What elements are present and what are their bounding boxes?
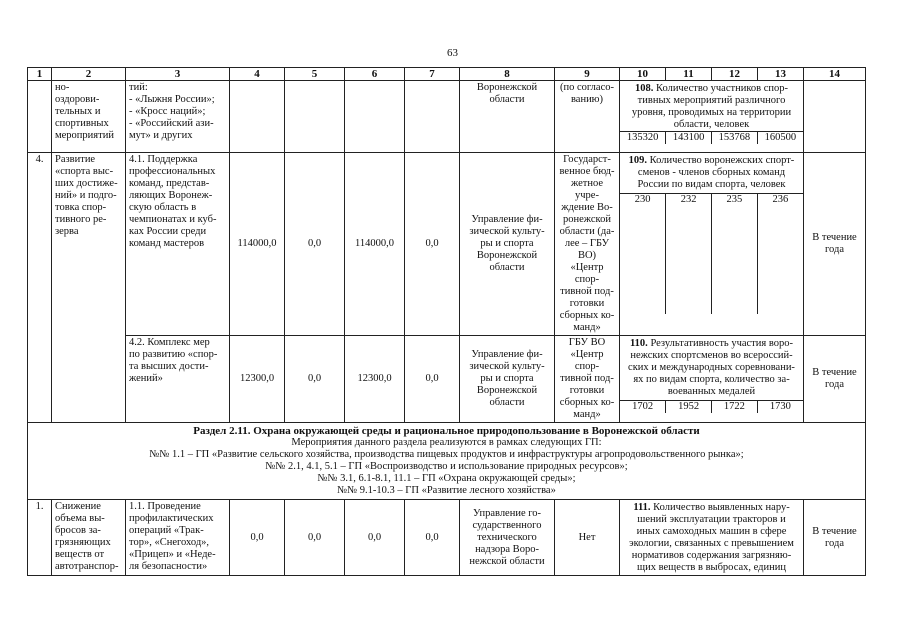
col-header: 14 xyxy=(804,68,866,81)
deadline: В течение года xyxy=(804,336,866,423)
funding-regional: 114000,0 xyxy=(345,153,405,336)
col-header: 1 xyxy=(28,68,52,81)
col-header: 5 xyxy=(285,68,345,81)
indicator-text: 108. Количество участников спор- тивных мероприятий различного уровня, проводимых на территории области, человек xyxy=(620,81,803,132)
table-row xyxy=(28,336,866,423)
page-number: 63 xyxy=(447,47,458,59)
co-executor: Нет xyxy=(555,500,620,576)
indicator-cell xyxy=(620,153,804,336)
measure-name: но- оздорови- тельных и спортивных мероприятий xyxy=(52,81,126,153)
indicator-value: 160500 xyxy=(757,132,803,144)
indicator-text: 111. Количество выявленных нару- шений эксплуатации тракторов и иных самоходных машин в сфере экологии, связанных с превышением нормативов содержания загрязняю- щих веществ в выбросах, единиц xyxy=(620,500,804,576)
funding-federal: 0,0 xyxy=(285,153,345,336)
activity-name: тий: - «Лыжня России»; - «Кросс наций»; - «Российский ази- мут» и других xyxy=(126,81,230,153)
indicator-value: 232 xyxy=(666,194,712,314)
row-number: 4. xyxy=(28,153,52,423)
responsible-executor: Управление го- сударственного технического надзора Воро- нежской области xyxy=(460,500,555,576)
indicator-text: 109. Количество воронежских спорт- сменов - членов сборных команд России по видам спорта, человек xyxy=(620,153,803,194)
section-header-row xyxy=(28,423,866,500)
indicator-value: 1730 xyxy=(757,401,803,413)
col-header: 4 xyxy=(230,68,285,81)
col-header: 6 xyxy=(345,68,405,81)
activity-name: 1.1. Проведение профилактических операций «Трак- тор», «Снегоход», «Прицеп» и «Неде- ля безопасности» xyxy=(126,500,230,576)
co-executor: (по согласо- ванию) xyxy=(555,81,620,153)
indicator-value: 1702 xyxy=(632,401,654,412)
indicator-value: 230 xyxy=(634,194,651,205)
section-line: №№ 2.1, 4.1, 5.1 – ГП «Воспроизводство и использование природных ресурсов»; xyxy=(265,461,628,472)
indicator-value: 235 xyxy=(712,194,758,314)
funding-total: 12300,0 xyxy=(230,336,285,423)
indicator-cell xyxy=(620,336,804,423)
col-header: 3 xyxy=(126,68,230,81)
funding-other: 0,0 xyxy=(405,153,460,336)
responsible-executor: Воронежской области xyxy=(460,81,555,153)
section-line: №№ 9.1-10.3 – ГП «Развитие лесного хозяйства» xyxy=(337,485,556,496)
col-header: 8 xyxy=(460,68,555,81)
table-row xyxy=(28,153,866,336)
indicator-value: 153768 xyxy=(712,132,758,144)
col-header: 7 xyxy=(405,68,460,81)
section-line: Мероприятия данного раздела реализуются в рамках следующих ГП: xyxy=(291,437,602,448)
funding-other: 0,0 xyxy=(405,336,460,423)
table-row xyxy=(28,81,866,153)
col-header: 11 xyxy=(666,68,712,81)
funding-total: 114000,0 xyxy=(230,153,285,336)
indicator-value: 143100 xyxy=(666,132,712,144)
deadline: В течение года xyxy=(804,153,866,336)
activity-name: 4.1. Поддержка профессиональных команд, представ- ляющих Воронеж- скую область в чемпионатах и куб- ках России среди команд мастеров xyxy=(126,153,230,336)
indicator-value: 236 xyxy=(757,194,803,314)
co-executor: Государст- венное бюд- жетное учре- ждение Во- ронежской области (да- лее – ГБУ ВО) «Центр спор- тивной под- готовки сборных ко- манд» xyxy=(555,153,620,336)
table-row xyxy=(28,500,866,576)
col-header: 13 xyxy=(758,68,804,81)
funding-federal: 0,0 xyxy=(285,500,345,576)
measure-name: Развитие «спорта выс- ших достиже- ний» и подго- товка спор- тивного ре- зерва xyxy=(52,153,126,423)
col-header: 9 xyxy=(555,68,620,81)
column-number-row xyxy=(28,68,866,81)
responsible-executor: Управление фи- зической культу- ры и спорта Воронежской области xyxy=(460,153,555,336)
responsible-executor: Управление фи- зической культу- ры и спорта Воронежской области xyxy=(460,336,555,423)
section-line: №№ 3.1, 6.1-8.1, 11.1 – ГП «Охрана окружающей среды»; xyxy=(317,473,576,484)
indicator-text: 110. Результативность участия воро- нежских спортсменов во всероссий- ских и международных соревновани- ях по видам спорта, количество за- воеванных медалей xyxy=(620,336,803,401)
program-table xyxy=(27,67,866,576)
col-header: 12 xyxy=(712,68,758,81)
funding-other: 0,0 xyxy=(405,500,460,576)
activity-name: 4.2. Комплекс мер по развитию «спор- та высших дости- жений» xyxy=(126,336,230,423)
funding-regional: 12300,0 xyxy=(345,336,405,423)
funding-total: 0,0 xyxy=(230,500,285,576)
deadline: В течение года xyxy=(804,500,866,576)
indicator-value: 1952 xyxy=(666,401,712,413)
row-number: 1. xyxy=(28,500,52,576)
section-title: Раздел 2.11. Охрана окружающей среды и рациональное природопользование в Воронежской области xyxy=(193,425,700,437)
funding-regional: 0,0 xyxy=(345,500,405,576)
section-line: №№ 1.1 – ГП «Развитие сельского хозяйства, производства пищевых продуктов и инфраструктуры агропродовольственного рынка»; xyxy=(149,449,744,460)
col-header: 10 xyxy=(620,68,666,81)
col-header: 2 xyxy=(52,68,126,81)
indicator-cell xyxy=(620,81,804,153)
funding-federal: 0,0 xyxy=(285,336,345,423)
co-executor: ГБУ ВО «Центр спор- тивной под- готовки сборных ко- манд» xyxy=(555,336,620,423)
measure-name: Снижение объема вы- бросов за- грязняющих веществ от автотранспор- xyxy=(52,500,126,576)
indicator-value: 135320 xyxy=(626,132,659,143)
indicator-value: 1722 xyxy=(712,401,758,413)
